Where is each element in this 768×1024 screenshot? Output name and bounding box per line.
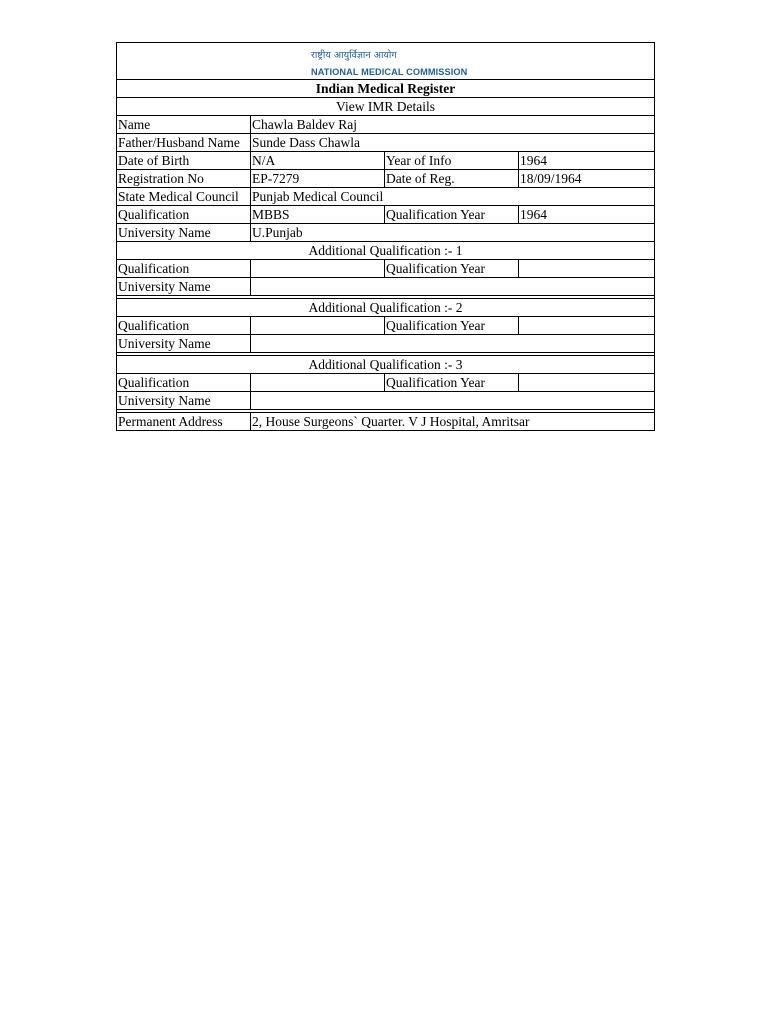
council-label: State Medical Council <box>117 188 251 206</box>
nmc-logo <box>311 47 471 77</box>
page-subtitle: View IMR Details <box>117 98 655 116</box>
logo-cell <box>117 43 655 80</box>
registration-row <box>117 170 655 188</box>
date-reg-value: 18/09/1964 <box>519 170 655 188</box>
council-row <box>117 188 655 206</box>
reg-no-value: EP-7279 <box>251 170 385 188</box>
father-value: Sunde Dass Chawla <box>251 134 655 152</box>
logo-row <box>117 43 655 80</box>
qualification-year-value: 1964 <box>519 206 655 224</box>
additional-year-label: Qualification Year <box>385 374 519 392</box>
additional-qualification-heading: Additional Qualification :- 2 <box>117 299 655 317</box>
additional-qualification-heading: Additional Qualification :- 1 <box>117 242 655 260</box>
additional-qualification-label: Qualification <box>117 260 251 278</box>
dob-label: Date of Birth <box>117 152 251 170</box>
additional-qualification-label: Qualification <box>117 374 251 392</box>
university-row <box>117 224 655 242</box>
logo-english-text: NATIONAL MEDICAL COMMISSION <box>311 67 468 77</box>
additional-heading-row <box>117 299 655 317</box>
additional-university-row <box>117 335 655 353</box>
dob-value: N/A <box>251 152 385 170</box>
subtitle-row <box>117 98 655 116</box>
name-label: Name <box>117 116 251 134</box>
address-value: 2, House Surgeons` Quarter. V J Hospital, Amritsar <box>251 413 655 431</box>
additional-university-label: University Name <box>117 278 251 296</box>
additional-qualification-row <box>117 260 655 278</box>
additional-year-label: Qualification Year <box>385 260 519 278</box>
additional-university-value <box>251 278 655 296</box>
additional-university-row <box>117 278 655 296</box>
university-value: U.Punjab <box>251 224 655 242</box>
additional-qualification-value <box>251 260 385 278</box>
additional-year-value <box>519 374 655 392</box>
additional-university-label: University Name <box>117 392 251 410</box>
title-row <box>117 80 655 98</box>
year-info-label: Year of Info <box>385 152 519 170</box>
qualification-row <box>117 206 655 224</box>
additional-year-value <box>519 260 655 278</box>
additional-qualification-value <box>251 317 385 335</box>
additional-qualification-value <box>251 374 385 392</box>
reg-no-label: Registration No <box>117 170 251 188</box>
additional-qualification-row <box>117 374 655 392</box>
additional-university-label: University Name <box>117 335 251 353</box>
logo-hindi-text: राष्ट्रीय आयुर्विज्ञान आयोग <box>311 50 397 61</box>
page-title: Indian Medical Register <box>117 80 655 98</box>
date-reg-label: Date of Reg. <box>385 170 519 188</box>
additional-year-value <box>519 317 655 335</box>
name-row <box>117 116 655 134</box>
additional-qualification-row <box>117 317 655 335</box>
name-value: Chawla Baldev Raj <box>251 116 655 134</box>
additional-university-value <box>251 335 655 353</box>
additional-qualification-heading: Additional Qualification :- 3 <box>117 356 655 374</box>
council-value: Punjab Medical Council <box>251 188 655 206</box>
year-info-value: 1964 <box>519 152 655 170</box>
address-label: Permanent Address <box>117 413 251 431</box>
qualification-year-label: Qualification Year <box>385 206 519 224</box>
qualification-value: MBBS <box>251 206 385 224</box>
additional-heading-row <box>117 356 655 374</box>
dob-row <box>117 152 655 170</box>
university-label: University Name <box>117 224 251 242</box>
additional-university-row <box>117 392 655 410</box>
father-row <box>117 134 655 152</box>
additional-qualification-label: Qualification <box>117 317 251 335</box>
imr-details-sheet <box>116 42 654 431</box>
additional-year-label: Qualification Year <box>385 317 519 335</box>
additional-heading-row <box>117 242 655 260</box>
imr-details-table <box>116 42 655 431</box>
address-row <box>117 413 655 431</box>
additional-university-value <box>251 392 655 410</box>
father-label: Father/Husband Name <box>117 134 251 152</box>
qualification-label: Qualification <box>117 206 251 224</box>
